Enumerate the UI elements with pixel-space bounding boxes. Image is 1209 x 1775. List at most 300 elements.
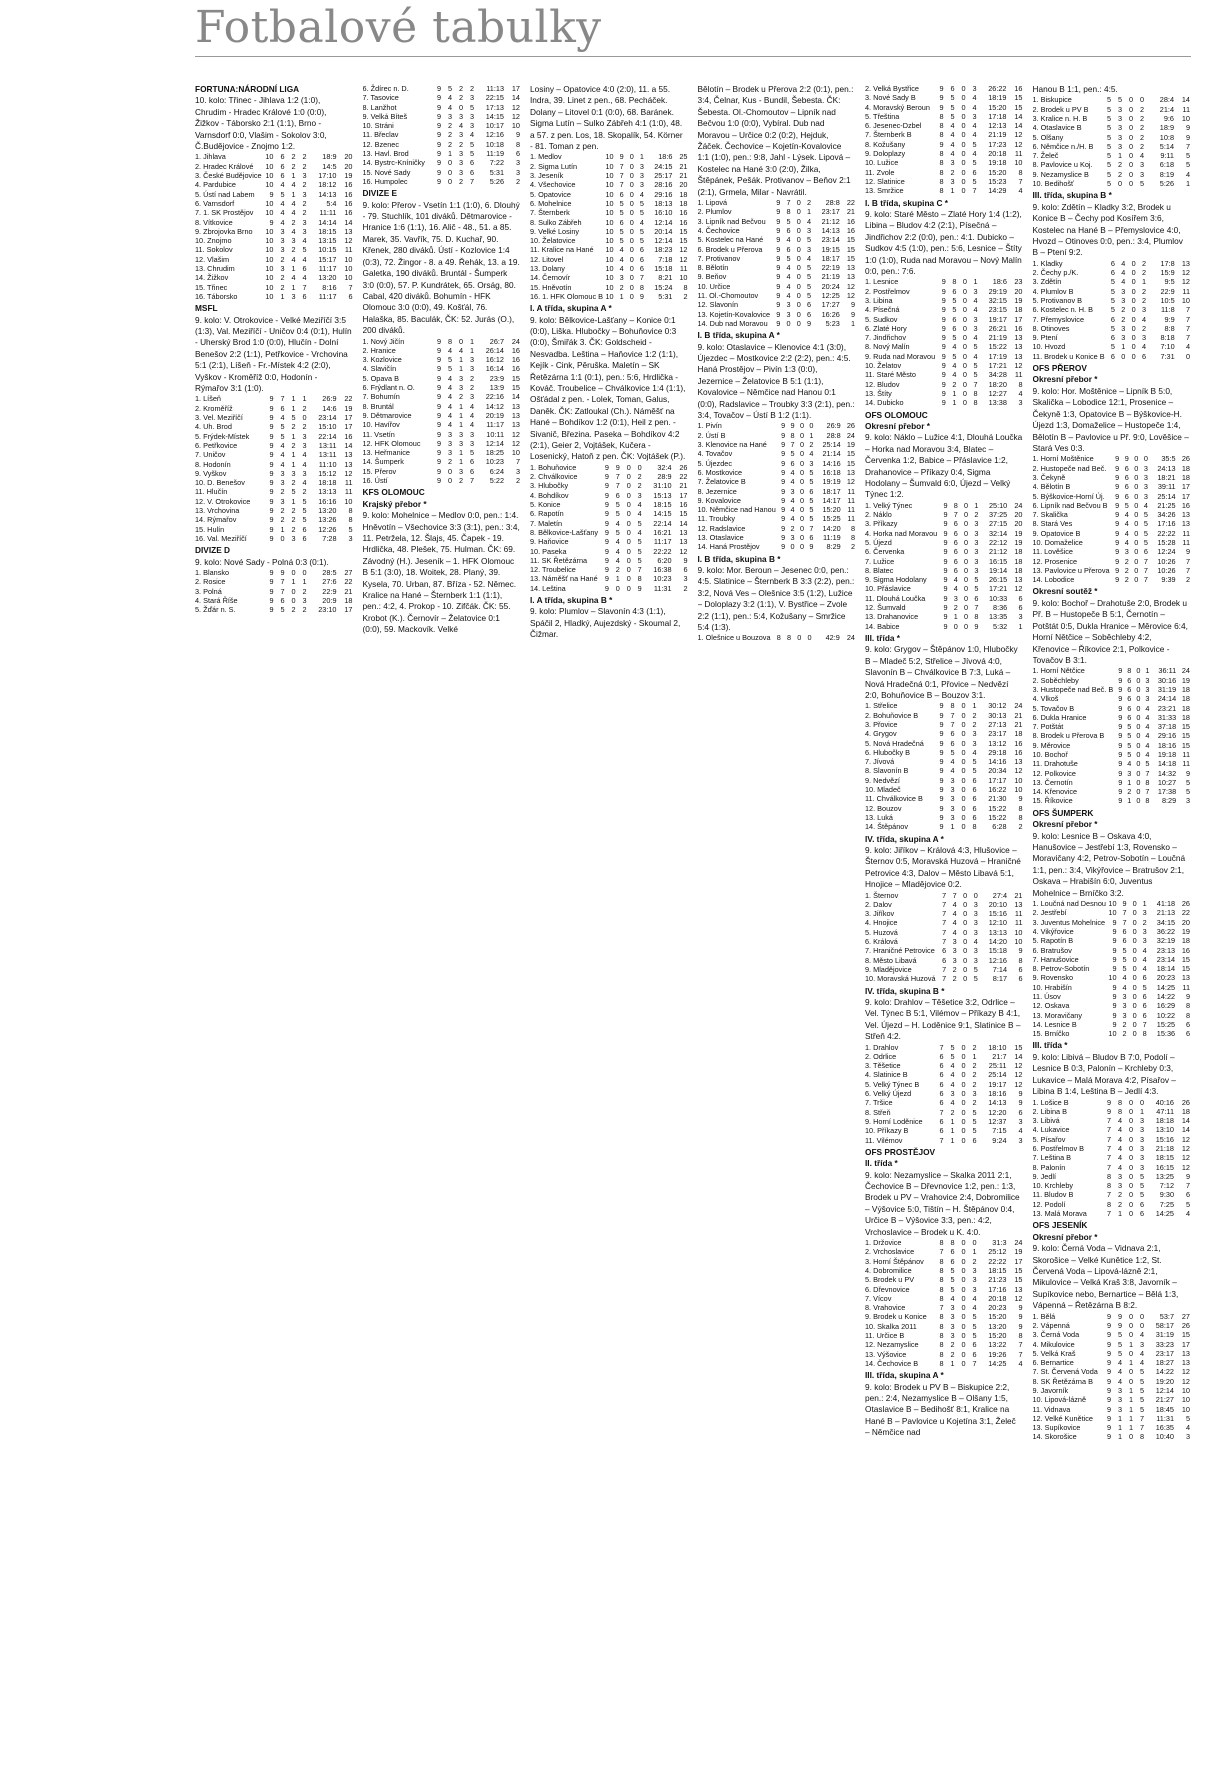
stat-cell: 3 xyxy=(1121,286,1126,296)
stat-cell: 10 xyxy=(1108,973,1117,983)
points: 12 xyxy=(511,429,520,439)
stat-cell: 6 xyxy=(639,245,644,255)
stat-cell: 3 xyxy=(447,438,452,448)
stat-cell: 9 xyxy=(1118,712,1123,722)
stat-cell: 0 xyxy=(961,102,966,112)
table-row xyxy=(1033,1321,1191,1330)
section-heading: I. A třída, skupina B * xyxy=(530,595,613,606)
table-row xyxy=(865,757,1023,766)
stat-cell: 1 xyxy=(1117,1423,1122,1433)
team-name: 5. Sudkov xyxy=(865,314,898,324)
stat-cell: 7 xyxy=(942,937,947,947)
points: 19 xyxy=(1014,538,1023,547)
team-name: 2. Plumlov xyxy=(697,207,732,217)
team-name: 5. Žďár n. S. xyxy=(195,605,236,615)
team-name: 6. Mostkovice xyxy=(697,467,743,477)
table-row xyxy=(1033,114,1191,123)
stat-cell: 4 xyxy=(1139,1330,1144,1340)
table-row xyxy=(195,460,353,469)
stat-cell: 1 xyxy=(972,1051,977,1061)
team-name: 8. Palonín xyxy=(1032,1162,1066,1172)
stat-cell: 10 xyxy=(605,282,614,292)
team-name: 16. 1. HFK Olomouc B xyxy=(530,291,603,301)
score: 10:17 xyxy=(485,121,504,131)
score: 35:5 xyxy=(1161,454,1176,464)
stat-cell: 9 xyxy=(1106,1330,1111,1340)
points: 27 xyxy=(344,568,353,577)
score: 5:26 xyxy=(1159,179,1174,189)
score: 23:21 xyxy=(1157,703,1177,713)
section-heading: I. B třída, skupina A * xyxy=(697,330,780,341)
team-name: 6. Rapotín xyxy=(530,509,564,519)
stat-cell: 0 xyxy=(1134,454,1139,464)
team-name: 11. Břeclav xyxy=(362,130,399,140)
stat-cell: 8 xyxy=(939,1284,944,1294)
stat-cell: 2 xyxy=(291,152,296,162)
stat-cell: 0 xyxy=(799,449,805,459)
stat-cell: 4 xyxy=(786,272,791,282)
stat-cell: 5 xyxy=(1106,95,1111,105)
stat-cell: 0 xyxy=(1131,268,1136,278)
stat-cell: 10 xyxy=(265,171,274,181)
stat-cell: 0 xyxy=(961,1135,966,1145)
points: 9 xyxy=(515,130,520,140)
stat-cell: 7 xyxy=(1122,917,1127,927)
stat-cell: 8 xyxy=(953,500,958,510)
points: 11 xyxy=(1182,286,1190,296)
stat-cell: 5 xyxy=(615,527,620,537)
stat-cell: 10 xyxy=(1108,908,1117,918)
stat-cell: 0 xyxy=(1132,936,1137,946)
stat-cell: 0 xyxy=(1134,556,1139,566)
stat-cell: 5 xyxy=(1110,286,1115,296)
stat-cell: 9 xyxy=(781,449,786,459)
team-name: 3. Polná xyxy=(195,586,222,596)
stat-cell: 0 xyxy=(1128,123,1133,133)
team-name: 3. Kozlovice xyxy=(362,355,402,365)
stat-cell: 0 xyxy=(962,323,967,333)
team-name: 12. Bzenec xyxy=(362,139,400,149)
stat-cell: 0 xyxy=(961,757,966,767)
table-row xyxy=(195,264,353,273)
score: 18:15 xyxy=(318,226,337,236)
score: 5:22 xyxy=(489,476,504,485)
points: 16 xyxy=(679,217,688,227)
stat-cell: 5 xyxy=(786,253,791,263)
team-name: 13. Kojetín-Kovalovice xyxy=(697,309,771,319)
stat-cell: 8 xyxy=(939,149,944,159)
stat-cell: 6 xyxy=(950,738,955,748)
table-row xyxy=(698,514,856,523)
stat-cell: 5 xyxy=(637,555,642,565)
stat-cell: 0 xyxy=(1136,694,1141,704)
points: 17 xyxy=(344,413,353,423)
points: 12 xyxy=(1014,1070,1023,1080)
stat-cell: 3 xyxy=(952,946,957,956)
stat-cell: 2 xyxy=(807,198,812,208)
column-1 xyxy=(195,84,353,1769)
team-name: 8. Pavlovice u Koj. xyxy=(1032,160,1093,170)
stat-cell: 0 xyxy=(629,264,634,273)
points: 11 xyxy=(1014,370,1023,380)
stat-cell: 3 xyxy=(1122,1001,1127,1011)
stat-cell: 10 xyxy=(265,273,274,283)
stat-cell: 0 xyxy=(1128,1116,1133,1126)
stat-cell: 3 xyxy=(469,392,474,402)
stat-cell: 9 xyxy=(436,448,441,458)
score: 12:13 xyxy=(988,121,1007,131)
stat-cell: 0 xyxy=(1128,1144,1133,1153)
stat-cell: 4 xyxy=(447,401,452,411)
stat-cell: 9 xyxy=(1115,500,1120,510)
stat-cell: 4 xyxy=(1124,519,1129,529)
team-name: 3. Nové Sady B xyxy=(865,93,916,103)
stat-cell: 0 xyxy=(961,794,966,804)
table-row xyxy=(1033,464,1191,473)
team-name: 3. Vel. Meziříčí xyxy=(195,413,243,423)
points: 21 xyxy=(679,481,688,491)
score: 17:16 xyxy=(988,1284,1007,1294)
points: 15 xyxy=(1181,740,1190,750)
score: 22:12 xyxy=(988,538,1008,547)
stat-cell: 7 xyxy=(280,586,285,596)
score: 21:19 xyxy=(988,333,1007,343)
stat-cell: 8 xyxy=(939,1358,944,1368)
points: 15 xyxy=(511,373,520,383)
team-name: 12. Bouzov xyxy=(865,803,902,813)
score: 11:31 xyxy=(1156,1413,1174,1423)
table-row xyxy=(195,180,353,189)
team-name: 9. Kovalovice xyxy=(697,495,741,505)
table-row xyxy=(865,398,1023,407)
points: 7 xyxy=(1185,323,1190,333)
stat-cell: 6 xyxy=(950,1247,955,1257)
stat-cell: 9 xyxy=(1112,1010,1117,1020)
score: 10:26 xyxy=(1157,556,1176,566)
points: 2 xyxy=(683,291,688,301)
stat-cell: 6 xyxy=(1124,482,1129,492)
stat-cell: 10 xyxy=(605,208,614,218)
table-row xyxy=(865,748,1023,757)
table-row xyxy=(530,273,688,282)
team-name: 4. Mikulovice xyxy=(1032,1339,1075,1349)
stat-cell: 8 xyxy=(939,1266,944,1275)
stat-cell: 0 xyxy=(796,225,801,235)
score: 25:12 xyxy=(988,1247,1007,1257)
points: 3 xyxy=(1185,796,1190,806)
table-row xyxy=(865,1350,1023,1359)
stat-cell: 0 xyxy=(1132,973,1137,983)
table-row xyxy=(530,481,688,490)
stat-cell: 9 xyxy=(1106,1376,1111,1386)
stat-cell: 0 xyxy=(963,946,968,956)
score: 18:9 xyxy=(1159,123,1174,133)
table-row xyxy=(1033,1200,1191,1209)
points: 6 xyxy=(1018,964,1023,974)
team-name: 1. Jihlava xyxy=(195,152,226,162)
team-name: 11. Zvole xyxy=(865,167,895,177)
stat-cell: 9 xyxy=(943,538,948,547)
stat-cell: 9 xyxy=(781,486,786,496)
score: 7:12 xyxy=(1159,1181,1174,1191)
stat-cell: 2 xyxy=(280,254,285,264)
stat-cell: 10 xyxy=(265,254,274,264)
stat-cell: 7 xyxy=(809,523,814,533)
stat-cell: 2 xyxy=(972,720,977,729)
stat-cell: 9 xyxy=(436,167,441,177)
stat-cell: 4 xyxy=(637,527,642,537)
stat-cell: 9 xyxy=(637,583,642,593)
points: 21 xyxy=(846,207,855,217)
stat-cell: 6 xyxy=(790,458,795,468)
results-paragraph: 9. kolo: Hor. Moštěnice – Lipník B 5:0, Skalička – Lobodice 12:1, Prosenice – Čekyně 1:3, Opatovice B – Býškovice-H. Újezd 1:3, Domaželice – Hustopeče 1:4, Bělotín B – Pavlovice u Př. 9:0, Lověšice – Stará Ves 0:3. xyxy=(1032,385,1189,453)
table-row xyxy=(530,584,688,593)
stat-cell: 6 xyxy=(807,309,812,319)
stat-cell: 9 xyxy=(269,413,274,423)
points: 16 xyxy=(511,355,520,365)
stat-cell: 4 xyxy=(458,121,463,131)
table-row xyxy=(865,813,1023,822)
table-row xyxy=(363,149,521,158)
stat-cell: 9 xyxy=(269,478,274,488)
team-name: 1. Lesnice xyxy=(865,277,899,287)
stat-cell: 4 xyxy=(291,226,296,236)
team-name: 1. Kladky xyxy=(1032,258,1063,268)
stat-cell: 2 xyxy=(1122,1029,1127,1039)
stat-cell: 3 xyxy=(973,909,978,919)
team-name: 13. Štíty xyxy=(865,388,892,398)
score: 27:15 xyxy=(988,519,1008,529)
table-row xyxy=(1033,151,1191,160)
stat-cell: 3 xyxy=(1121,296,1126,305)
stat-cell: 5 xyxy=(973,342,978,352)
score: 14:25 xyxy=(1155,1209,1174,1219)
table-row xyxy=(363,355,521,364)
score: 31:10 xyxy=(653,481,672,491)
stat-cell: 9 xyxy=(941,296,946,305)
results-paragraph: 9. kolo: Grygov – Štěpánov 1:0, Hlubočky B – Mladeč 5:2, Střelice – Jívová 4:0, Slavonín B – Chválkovice B 7:3, Luká – Nová Hradečná 0:1, Přovice – Nedvězí 2:0, Bohuňovice B – Bouzov 3:1. xyxy=(865,644,1018,700)
stat-cell: 4 xyxy=(952,342,957,352)
stat-cell: 0 xyxy=(1117,179,1122,189)
team-name: 11. Ol.-Chomoutov xyxy=(697,291,759,301)
points: 12 xyxy=(344,468,353,478)
points: 9 xyxy=(850,309,855,319)
stat-cell: 5 xyxy=(1127,722,1132,732)
team-name: 7. Hanušovice xyxy=(1032,954,1079,964)
points: 8 xyxy=(348,506,353,515)
stat-cell: 9 xyxy=(604,546,609,556)
table-row xyxy=(363,383,521,392)
stat-cell: 5 xyxy=(1142,982,1147,992)
stat-cell: 0 xyxy=(1128,1106,1133,1116)
points: 11 xyxy=(1182,982,1190,992)
score: 19:15 xyxy=(821,244,840,254)
team-name: 2. Rosice xyxy=(195,577,226,587)
team-name: 8. Město Libavá xyxy=(865,955,917,965)
team-name: 8. Jezernice xyxy=(697,486,737,496)
score: 18:17 xyxy=(822,486,841,496)
score: 23:14 xyxy=(1156,954,1176,964)
stat-cell: 0 xyxy=(962,333,967,343)
team-name: 11. Určice B xyxy=(865,1331,905,1341)
team-name: 7. Uničov xyxy=(195,450,226,460)
stat-cell: 0 xyxy=(973,890,978,900)
stat-cell: 4 xyxy=(1117,1376,1122,1386)
stat-cell: 5 xyxy=(807,272,812,282)
stat-cell: 4 xyxy=(786,291,791,301)
score: 5:4 xyxy=(326,198,337,208)
stat-cell: 6 xyxy=(469,158,474,168)
team-name: 6. Dřevnovice xyxy=(865,1284,910,1294)
stat-cell: 5 xyxy=(1110,342,1115,352)
team-name: 5. Újezdec xyxy=(697,458,732,468)
stat-cell: 0 xyxy=(1139,1320,1144,1330)
stat-cell: 10 xyxy=(605,226,614,236)
stat-cell: 2 xyxy=(950,1107,955,1117)
stat-cell: 9 xyxy=(943,593,948,603)
stat-cell: 0 xyxy=(626,574,631,584)
team-name: 10. Domaželice xyxy=(1032,538,1083,547)
points: 2 xyxy=(1018,822,1023,832)
score: 21:19 xyxy=(821,272,840,282)
stat-cell: 1 xyxy=(291,459,296,469)
stat-cell: 4 xyxy=(302,236,307,246)
stat-cell: 7 xyxy=(942,918,947,928)
stat-cell: 3 xyxy=(280,468,285,478)
team-name: 10. Znojmo xyxy=(195,236,232,246)
stat-cell: 0 xyxy=(807,633,812,643)
team-name: 11. Staré Město xyxy=(865,370,916,380)
score: 28:5 xyxy=(322,568,337,577)
stat-cell: 2 xyxy=(458,139,463,149)
team-name: 2. Odrlice xyxy=(865,1051,897,1061)
team-name: 6. Frýdlant n. O. xyxy=(362,383,415,393)
score: 26:14 xyxy=(485,345,504,355)
score: 19:20 xyxy=(1155,1376,1174,1386)
table-row xyxy=(195,605,353,614)
table-row xyxy=(1033,1312,1191,1321)
stat-cell: 9 xyxy=(604,509,609,519)
table-row xyxy=(698,300,856,309)
table-row xyxy=(1033,1001,1191,1010)
score: 11:31 xyxy=(653,583,672,593)
stat-cell: 5 xyxy=(973,964,978,974)
stat-cell: 3 xyxy=(639,171,644,181)
table-row xyxy=(530,218,688,227)
team-name: 2. Hradec Králové xyxy=(195,161,254,171)
stat-cell: 0 xyxy=(626,546,631,556)
table-row xyxy=(1033,1330,1191,1339)
stat-cell: 8 xyxy=(939,1331,944,1341)
stat-cell: 5 xyxy=(807,281,812,291)
table-row xyxy=(865,1257,1023,1266)
team-name: 13. Supíkovice xyxy=(1032,1423,1081,1433)
points: 17 xyxy=(511,84,520,93)
stat-cell: 0 xyxy=(963,974,968,984)
stat-cell: 0 xyxy=(964,556,969,566)
section-heading: OFS PŘEROV xyxy=(1032,363,1087,374)
stat-cell: 9 xyxy=(1115,454,1120,464)
stat-cell: 6 xyxy=(972,812,977,822)
stat-cell: 0 xyxy=(963,909,968,919)
stat-cell: 8 xyxy=(939,1349,944,1359)
stat-cell: 7 xyxy=(1106,1144,1111,1153)
points: 6 xyxy=(1018,1107,1023,1117)
stat-cell: 3 xyxy=(952,955,957,965)
stat-cell: 4 xyxy=(790,467,795,477)
stat-cell: 4 xyxy=(447,93,452,103)
score: 18:15 xyxy=(653,500,672,510)
stat-cell: 10 xyxy=(265,226,274,236)
stat-cell: 8 xyxy=(939,186,944,196)
stat-cell: 7 xyxy=(939,1042,944,1052)
points: 4 xyxy=(1185,169,1190,179)
stat-cell: 3 xyxy=(447,448,452,458)
stat-cell: 9 xyxy=(1106,1311,1111,1321)
table-row xyxy=(1033,1377,1191,1386)
team-name: 8. Stará Ves xyxy=(1032,519,1073,529)
results-paragraph: 9. kolo: Brodek u PV B – Biskupice 2:2, pen.: 2:4, Nezamyslice B – Olšany 1:5, Otaslavice B – Bedihošť 8:1, Kralice na Hané B – Pavlovice u Kojetína 3:1, Želeč – Němčice nad xyxy=(865,1381,1016,1438)
stat-cell: 6 xyxy=(1110,314,1115,324)
stat-cell: 0 xyxy=(1134,482,1139,492)
stat-cell: 3 xyxy=(458,429,463,439)
stat-cell: 9 xyxy=(436,392,441,402)
table-row xyxy=(530,255,688,264)
table-row xyxy=(865,501,1023,510)
score: 15:25 xyxy=(822,514,841,524)
score: 20:14 xyxy=(654,226,673,236)
team-name: 9. Ptení xyxy=(1032,333,1058,343)
stat-cell: 3 xyxy=(790,533,795,543)
points: 9 xyxy=(1018,946,1023,956)
team-name: 14. Černovír xyxy=(530,273,571,283)
score: 14:25 xyxy=(988,1358,1007,1368)
stat-cell: 0 xyxy=(1131,314,1136,324)
points: 19 xyxy=(1014,296,1023,305)
table-row xyxy=(1033,685,1191,694)
stat-cell: 0 xyxy=(1134,528,1139,538)
stat-cell: 0 xyxy=(953,621,958,631)
score: 5:26 xyxy=(489,176,504,186)
stat-cell: 9 xyxy=(781,477,786,487)
points: 5 xyxy=(1185,787,1190,797)
stat-cell: 9 xyxy=(436,364,441,374)
stat-cell: 1 xyxy=(1128,1423,1133,1433)
points: 15 xyxy=(1181,964,1190,974)
stat-cell: 3 xyxy=(1143,472,1148,482)
table-row xyxy=(698,505,856,514)
team-name: 13. Chrudim xyxy=(195,264,235,273)
points: 16 xyxy=(1014,323,1023,333)
team-name: 9. Vyškov xyxy=(195,468,227,478)
stat-cell: 4 xyxy=(972,130,977,140)
table-row xyxy=(1033,492,1191,501)
table-row xyxy=(195,432,353,441)
table-row xyxy=(698,459,856,468)
team-name: 7. Protivanov xyxy=(697,253,741,263)
stat-cell: 8 xyxy=(939,1321,944,1331)
points: 7 xyxy=(1018,176,1023,186)
team-name: 12. Radslavice xyxy=(697,523,746,533)
score: 18:23 xyxy=(654,245,673,255)
stat-cell: 3 xyxy=(1139,169,1144,179)
team-name: 15. Hněvotín xyxy=(530,282,572,292)
table-row xyxy=(363,420,521,429)
points: 15 xyxy=(679,509,688,519)
table-row xyxy=(865,547,1023,556)
stat-cell: 3 xyxy=(972,1284,977,1294)
spacer xyxy=(698,643,856,645)
